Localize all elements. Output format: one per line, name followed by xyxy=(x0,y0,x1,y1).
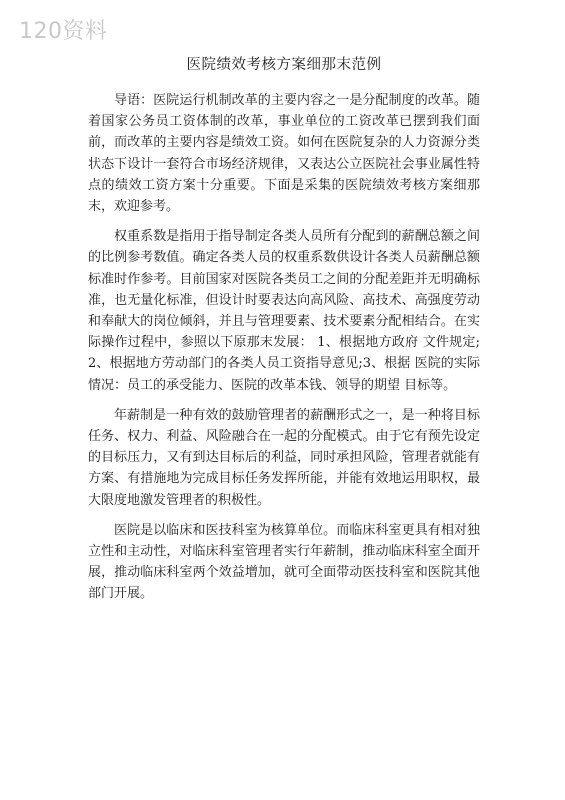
paragraph-weight-coefficient: 权重系数是指用于指导制定各类人员所有分配到的薪酬总额之间的比例参考数值。确定各类人员的权重系数供设计各类人员薪酬总额标准时作参考。目前国家对医院各类员工之间的分配差距并无明确标准，也无量化标准，但设计时要表达向高风险、高技术、高强度劳动和奉献大的岗位倾斜，并且与管理要素、技术要素分配相结合。在实际操作过程中，参照以下原那末发展： 1、根据地方政府 文件规定;2、根据地方劳动部门的各类人员工资指导意见;3、根据 医院的实际情况：员工的承受能力、医院的改革本钱、领导的期望 目标等。 xyxy=(88,229,480,393)
document-title: 医院绩效考核方案细那末范例 xyxy=(186,57,382,73)
paragraph-accounting-unit: 医院是以临床和医技科室为核算单位。而临床科室更具有相对独立性和主动性，对临床科室管理者实行年薪制，推动临床科室全面开展，推动临床科室两个效益增加，就可全面带动医技科室和医院其他部门开展。 xyxy=(88,522,480,602)
paragraph-intro: 导语：医院运行机制改革的主要内容之一是分配制度的改革。随着国家公务员工资体制的改革，事业单位的工资改革已摆到我们面前，而改革的主要内容是绩效工资。如何在医院复杂的人力资源分类状态下设计一套符合市场经济规律，又表达公立医院社会事业属性特点的绩效工资方案十分重要。下面是采集的医院绩效考核方案细那末，欢迎参考。 xyxy=(88,93,480,215)
watermark-logo: 120资料 xyxy=(19,19,108,44)
document-body xyxy=(88,56,480,614)
paragraph-annual-salary: 年薪制是一种有效的鼓励管理者的薪酬形式之一，是一种将目标任务、权力、利益、风险融合在一起的分配模式。由于它有预先设定的目标压力，又有到达目标后的利益，同时承担风险，管理者就能有方案、有措施地为完成目标任务发挥所能，并能有效地运用职权，最大限度地激发管理者的积极性。 xyxy=(88,407,480,508)
